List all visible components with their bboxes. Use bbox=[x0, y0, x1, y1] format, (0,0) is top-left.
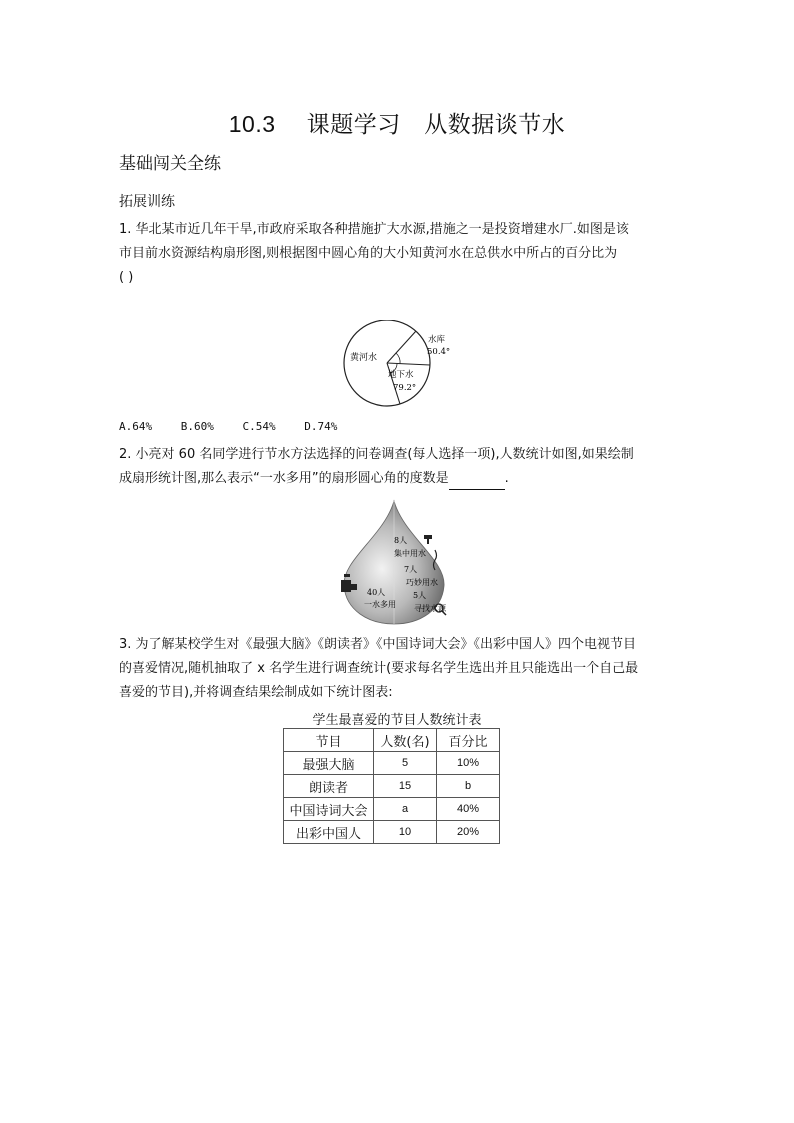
pie-angle-shuiku: 50.4° bbox=[427, 347, 451, 357]
cell-percent: 10% bbox=[437, 752, 500, 775]
option-c[interactable]: C.54% bbox=[242, 420, 276, 433]
program-stats-table bbox=[283, 728, 500, 844]
cell-percent: 20% bbox=[437, 821, 500, 844]
pie-label-shuiku: 水库 bbox=[428, 335, 446, 345]
cell-program: 最强大脑 bbox=[284, 752, 374, 775]
table-header-row bbox=[284, 729, 500, 752]
drop-d-label: 寻找水源 bbox=[414, 604, 446, 613]
option-a[interactable]: A.64% bbox=[119, 420, 153, 433]
q2-line2 bbox=[119, 467, 681, 490]
drop-c-label: 一水多用 bbox=[364, 600, 396, 609]
answer-blank[interactable] bbox=[449, 475, 505, 490]
cell-percent: b bbox=[437, 775, 500, 798]
water-source-pie-chart bbox=[340, 320, 460, 410]
q1-line3: ( ) bbox=[119, 270, 134, 285]
pie-angle-dixia: 79.2° bbox=[393, 383, 417, 393]
table-row bbox=[284, 775, 500, 798]
cell-count: 10 bbox=[374, 821, 437, 844]
cell-program: 出彩中国人 bbox=[284, 821, 374, 844]
q2-line2-end: . bbox=[504, 471, 509, 486]
option-d[interactable]: D.74% bbox=[304, 420, 338, 433]
q2-line2-text: 成扇形统计图,那么表示“一水多用”的扇形圆心角的度数是 bbox=[119, 471, 449, 486]
drop-a-label: 集中用水 bbox=[394, 549, 426, 558]
drop-b-count: 7人 bbox=[404, 565, 418, 574]
header-program: 节目 bbox=[284, 729, 374, 752]
q1-line2: 市目前水资源结构扇形图,则根据图中圆心角的大小知黄河水在总供水中所占的百分比为 bbox=[119, 246, 618, 261]
table-row bbox=[284, 752, 500, 775]
pie-label-dixia: 地下水 bbox=[388, 370, 414, 380]
q3-line1: 3. 为了解某校学生对《最强大脑》《朗读者》《中国诗词大会》《出彩中国人》四个电视节目 bbox=[119, 637, 637, 652]
cell-count: a bbox=[374, 798, 437, 821]
title-text: 课题学习 从数据谈节水 bbox=[306, 112, 566, 138]
q1-line1: 1. 华北某市近几年干旱,市政府采取各种措施扩大水源,措施之一是投资增建水厂.如图是该 bbox=[119, 222, 629, 237]
table-row bbox=[284, 821, 500, 844]
header-percent: 百分比 bbox=[437, 729, 500, 752]
q1-options bbox=[119, 420, 359, 433]
drop-a-count: 8人 bbox=[394, 536, 408, 545]
section-heading: 基础闯关全练 bbox=[119, 154, 221, 174]
water-drop-figure bbox=[336, 498, 456, 626]
cell-program: 朗读者 bbox=[284, 775, 374, 798]
page-title bbox=[0, 106, 794, 139]
tap-icon bbox=[424, 535, 432, 544]
cell-count: 5 bbox=[374, 752, 437, 775]
cell-program: 中国诗词大会 bbox=[284, 798, 374, 821]
table-row bbox=[284, 798, 500, 821]
title-number: 10.3 bbox=[228, 111, 276, 137]
q2-line1: 2. 小亮对 60 名同学进行节水方法选择的问卷调查(每人选择一项),人数统计如图,如果绘制 bbox=[119, 447, 634, 462]
pie-label-huanghe: 黄河水 bbox=[350, 353, 378, 363]
table-title: 学生最喜爱的节目人数统计表 bbox=[312, 713, 482, 728]
option-b[interactable]: B.60% bbox=[180, 420, 214, 433]
drop-d-count: 5人 bbox=[413, 591, 427, 600]
subsection-heading: 拓展训练 bbox=[119, 194, 175, 210]
drop-b-label: 巧妙用水 bbox=[406, 578, 438, 587]
cell-percent: 40% bbox=[437, 798, 500, 821]
cell-count: 15 bbox=[374, 775, 437, 798]
header-count: 人数(名) bbox=[374, 729, 437, 752]
q3-line3: 喜爱的节目),并将调查结果绘制成如下统计图表: bbox=[119, 685, 393, 700]
drop-c-count: 40人 bbox=[367, 588, 386, 597]
small-tap-icon bbox=[344, 574, 350, 577]
q3-line2: 的喜爱情况,随机抽取了 x 名学生进行调查统计(要求每名学生选出并且只能选出一个自己最 bbox=[119, 661, 639, 676]
